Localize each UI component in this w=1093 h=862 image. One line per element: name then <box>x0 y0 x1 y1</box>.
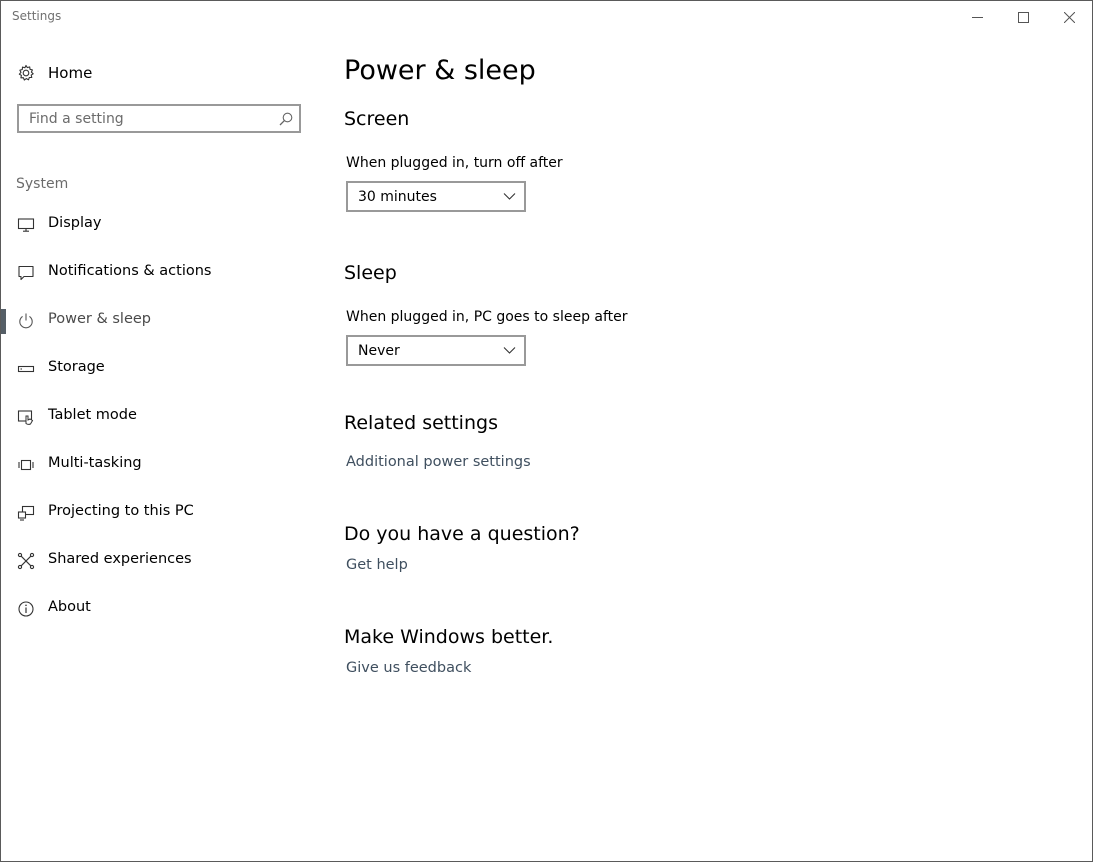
get-help-link[interactable]: Get help <box>346 557 408 573</box>
storage-icon <box>17 360 35 378</box>
tablet-icon <box>17 408 35 426</box>
message-icon <box>17 264 35 282</box>
sidebar-item-label: Shared experiences <box>48 551 192 567</box>
section-heading-feedback: Make Windows better. <box>344 626 554 648</box>
sidebar-item-notifications[interactable] <box>1 249 321 297</box>
minimize-button[interactable] <box>954 1 1000 33</box>
search-box[interactable] <box>17 104 301 133</box>
info-icon <box>17 600 35 618</box>
minimize-icon <box>972 12 983 23</box>
power-icon <box>17 312 35 330</box>
section-heading-question: Do you have a question? <box>344 523 580 545</box>
search-input[interactable] <box>19 106 269 131</box>
screen-timeout-value: 30 minutes <box>358 189 437 205</box>
window-title: Settings <box>12 9 62 23</box>
sidebar-item-label: Notifications & actions <box>48 263 212 279</box>
group-label-system: System <box>16 176 69 192</box>
maximize-button[interactable] <box>1000 1 1046 33</box>
sidebar-item-label: Projecting to this PC <box>48 503 194 519</box>
sidebar-item-label: Display <box>48 215 102 231</box>
sidebar-nav <box>1 201 321 633</box>
monitor-icon <box>17 216 35 234</box>
sidebar-item-label: Multi-tasking <box>48 455 142 471</box>
search-icon[interactable] <box>279 112 293 126</box>
sidebar-item-about[interactable] <box>1 585 321 633</box>
sidebar-item-label: Power & sleep <box>48 311 151 327</box>
sidebar-item-shared-experiences[interactable] <box>1 537 321 585</box>
sidebar-item-power-sleep[interactable] <box>1 297 321 345</box>
sidebar-item-label: Tablet mode <box>48 407 137 423</box>
screen-timeout-label: When plugged in, turn off after <box>346 155 563 171</box>
sidebar-item-tablet-mode[interactable] <box>1 393 321 441</box>
sidebar <box>1 33 321 861</box>
maximize-icon <box>1018 12 1029 23</box>
sidebar-item-storage[interactable] <box>1 345 321 393</box>
additional-power-settings-link[interactable]: Additional power settings <box>346 454 531 470</box>
section-heading-screen: Screen <box>344 108 410 130</box>
sleep-timeout-value: Never <box>358 343 400 359</box>
sleep-timeout-label: When plugged in, PC goes to sleep after <box>346 309 628 325</box>
page-title: Power & sleep <box>344 55 536 86</box>
sidebar-item-multitasking[interactable] <box>1 441 321 489</box>
chevron-down-icon <box>503 191 516 201</box>
home-label: Home <box>48 64 93 82</box>
screen-timeout-dropdown[interactable] <box>346 181 526 212</box>
sidebar-item-label: Storage <box>48 359 105 375</box>
sidebar-item-display[interactable] <box>1 201 321 249</box>
section-heading-related: Related settings <box>344 412 498 434</box>
section-heading-sleep: Sleep <box>344 262 397 284</box>
home-link[interactable] <box>16 63 92 83</box>
sidebar-item-label: About <box>48 599 91 615</box>
share-icon <box>17 552 35 570</box>
title-bar[interactable] <box>1 1 1092 33</box>
close-icon <box>1064 12 1075 23</box>
sleep-timeout-dropdown[interactable] <box>346 335 526 366</box>
close-button[interactable] <box>1046 1 1092 33</box>
multitask-icon <box>17 456 35 474</box>
project-icon <box>17 504 35 522</box>
chevron-down-icon <box>503 345 516 355</box>
give-feedback-link[interactable]: Give us feedback <box>346 660 472 676</box>
gear-icon <box>16 63 36 83</box>
sidebar-item-projecting[interactable] <box>1 489 321 537</box>
